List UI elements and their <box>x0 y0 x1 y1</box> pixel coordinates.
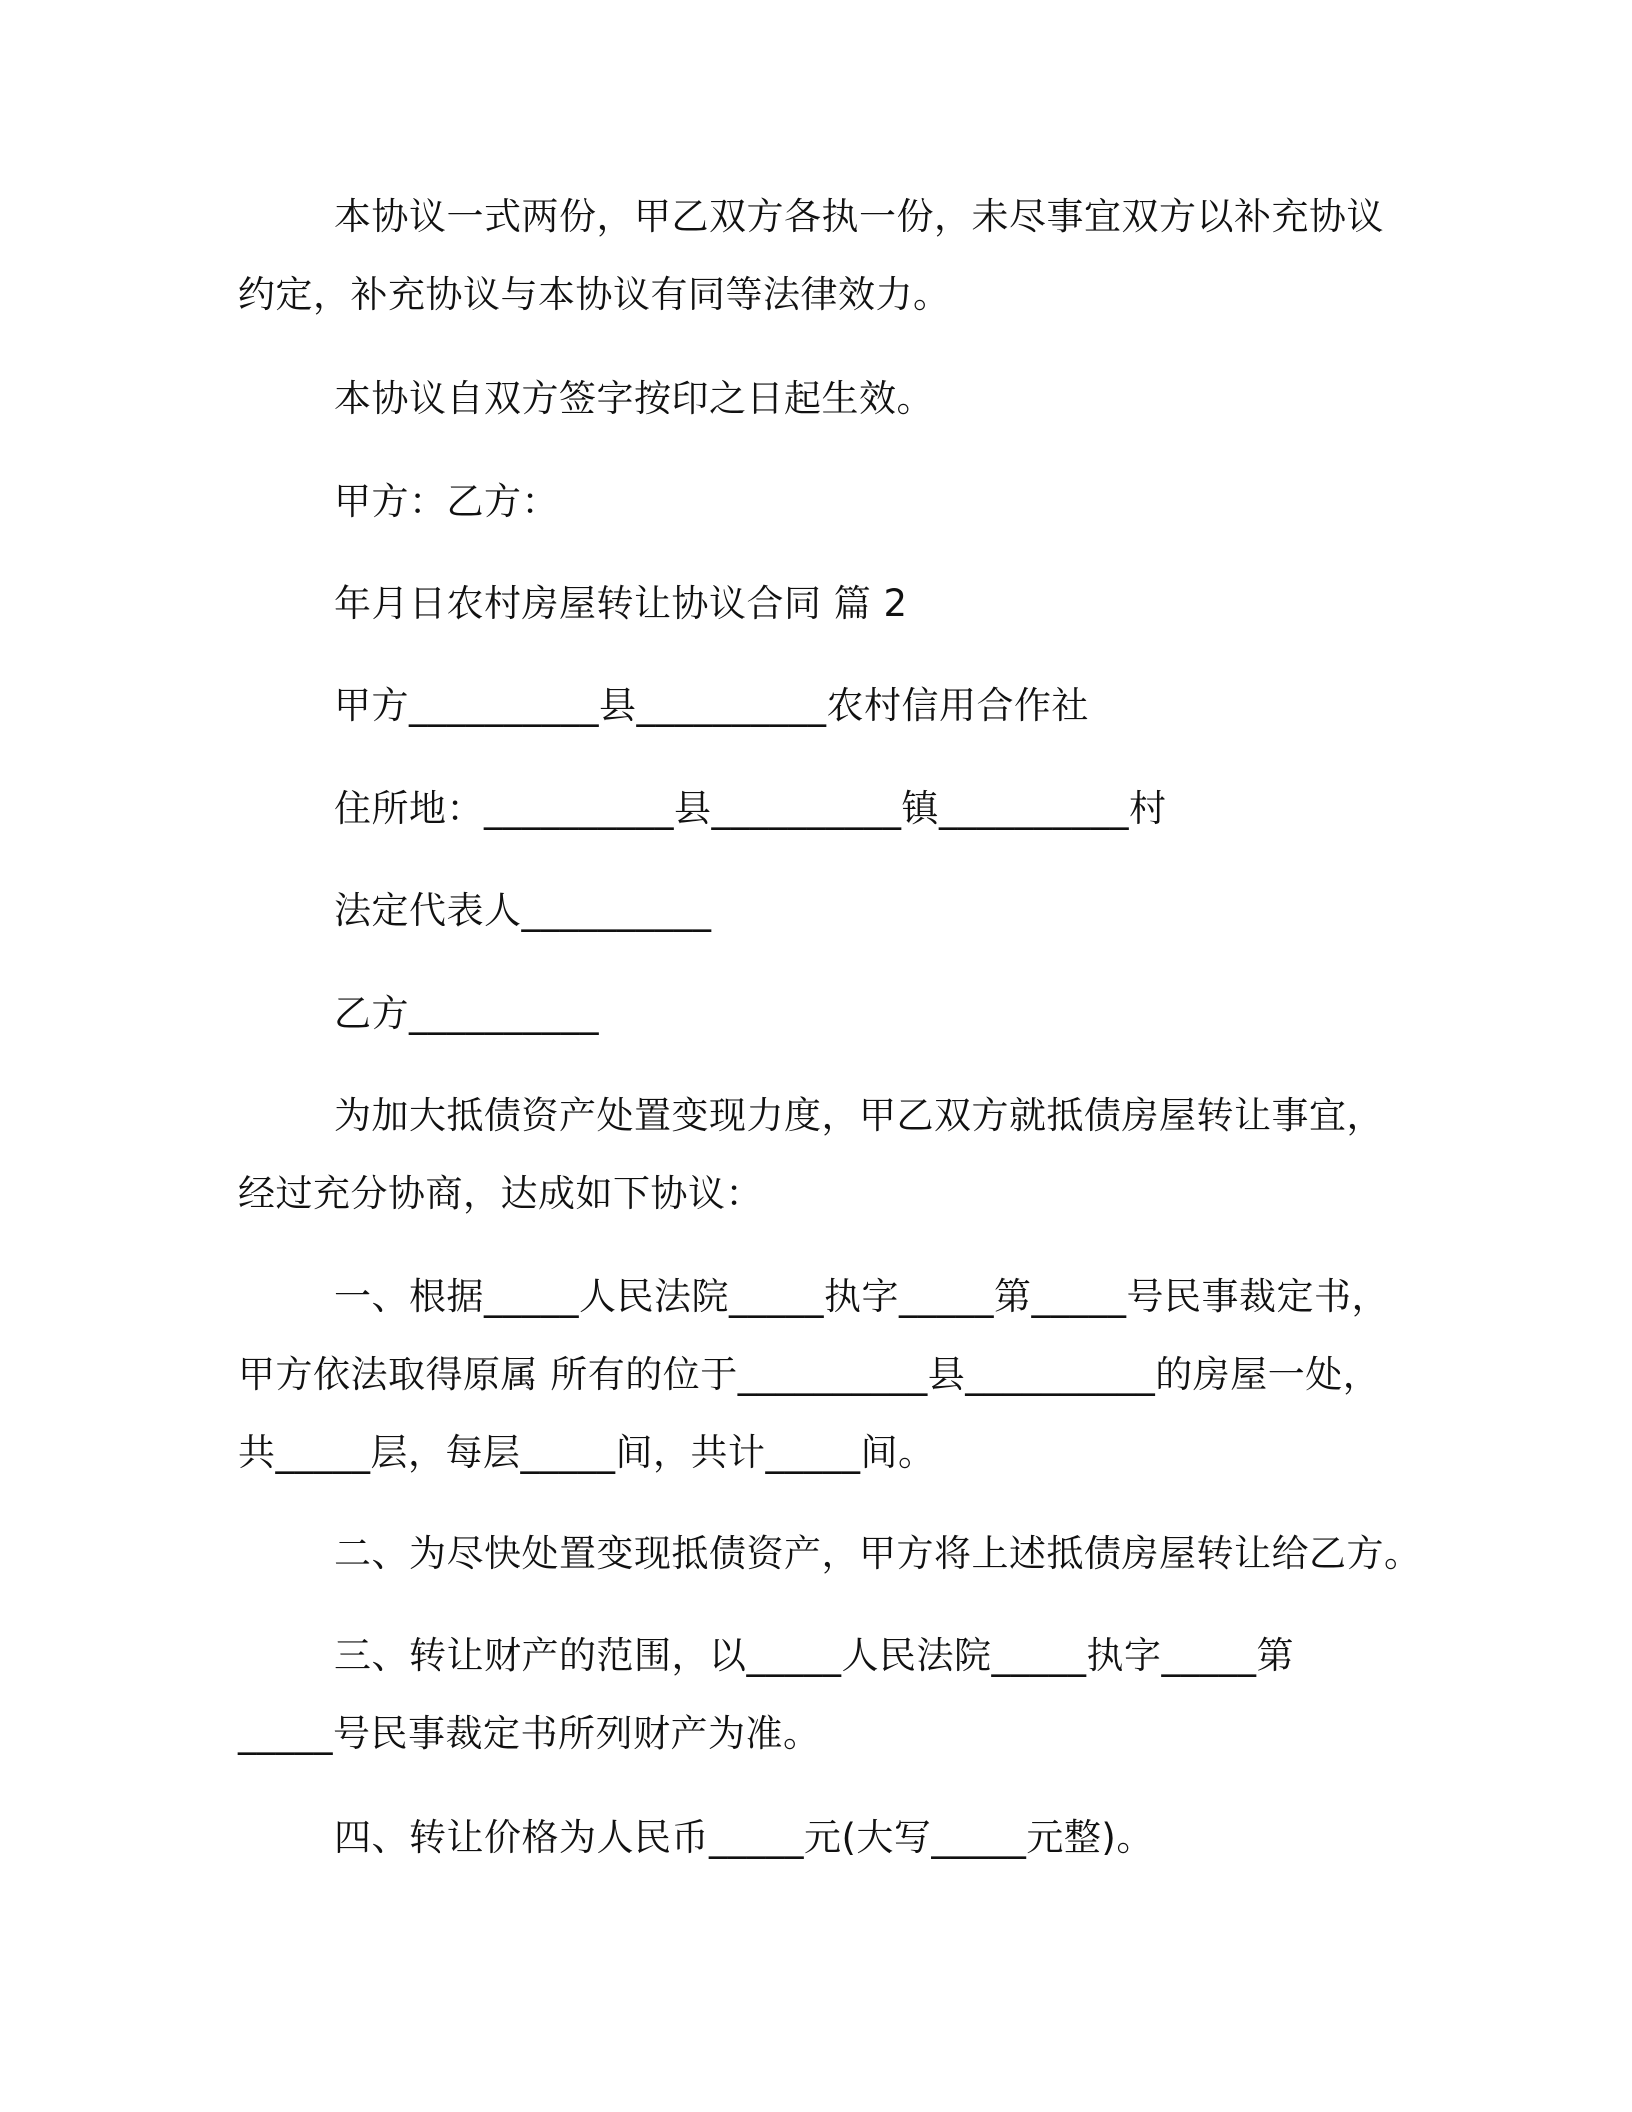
text-line: 法定代表人__________ <box>334 889 712 932</box>
paragraph-effective-clause <box>238 360 1418 438</box>
text-line: 二、为尽快处置变现抵债资产，甲方将上述抵债房屋转让给乙方。 <box>334 1532 1422 1575</box>
paragraph-party-b <box>238 975 1418 1053</box>
paragraph-preamble <box>238 1077 1418 1233</box>
text-line: 一、根据_____人民法院_____执字_____第_____号民事裁定书， <box>334 1275 1389 1318</box>
paragraph-clause-3 <box>238 1617 1418 1773</box>
text-line: 本协议一式两份，甲乙双方各执一份，未尽事宜双方以补充协议 <box>334 195 1384 238</box>
paragraph-section-heading <box>238 565 1418 643</box>
paragraph-clause-4 <box>238 1799 1418 1877</box>
paragraph-clause-2 <box>238 1515 1422 1593</box>
text-line: 四、转让价格为人民币_____元(大写_____元整)。 <box>334 1816 1154 1859</box>
paragraph-copies-clause <box>238 178 1418 334</box>
paragraph-legal-representative <box>238 872 1418 950</box>
text-line: 乙方__________ <box>334 992 599 1035</box>
text-line: 甲方：乙方： <box>334 480 559 523</box>
text-line: 约定，补充协议与本协议有同等法律效力。 <box>238 273 951 316</box>
paragraph-party-a <box>238 667 1418 745</box>
text-line: 住所地：__________县__________镇__________村 <box>334 787 1167 830</box>
paragraph-clause-1 <box>238 1258 1418 1492</box>
text-line: 经过充分协商，达成如下协议： <box>238 1172 763 1215</box>
text-line: 三、转让财产的范围，以_____人民法院_____执字_____第 <box>334 1634 1294 1677</box>
text-line: 本协议自双方签字按印之日起生效。 <box>334 377 934 420</box>
text-line: 共_____层，每层_____间，共计_____间。 <box>238 1431 936 1474</box>
paragraph-address <box>238 770 1418 848</box>
text-line: 甲方依法取得原属 所有的位于__________县__________的房屋一处， <box>238 1353 1381 1396</box>
paragraph-signature-parties <box>238 463 1418 541</box>
text-line: _____号民事裁定书所列财产为准。 <box>238 1712 821 1755</box>
text-line: 年月日农村房屋转让协议合同 篇 2 <box>334 582 908 625</box>
text-line: 甲方__________县__________农村信用合作社 <box>334 684 1089 727</box>
text-line: 为加大抵债资产处置变现力度，甲乙双方就抵债房屋转让事宜， <box>334 1094 1384 1137</box>
